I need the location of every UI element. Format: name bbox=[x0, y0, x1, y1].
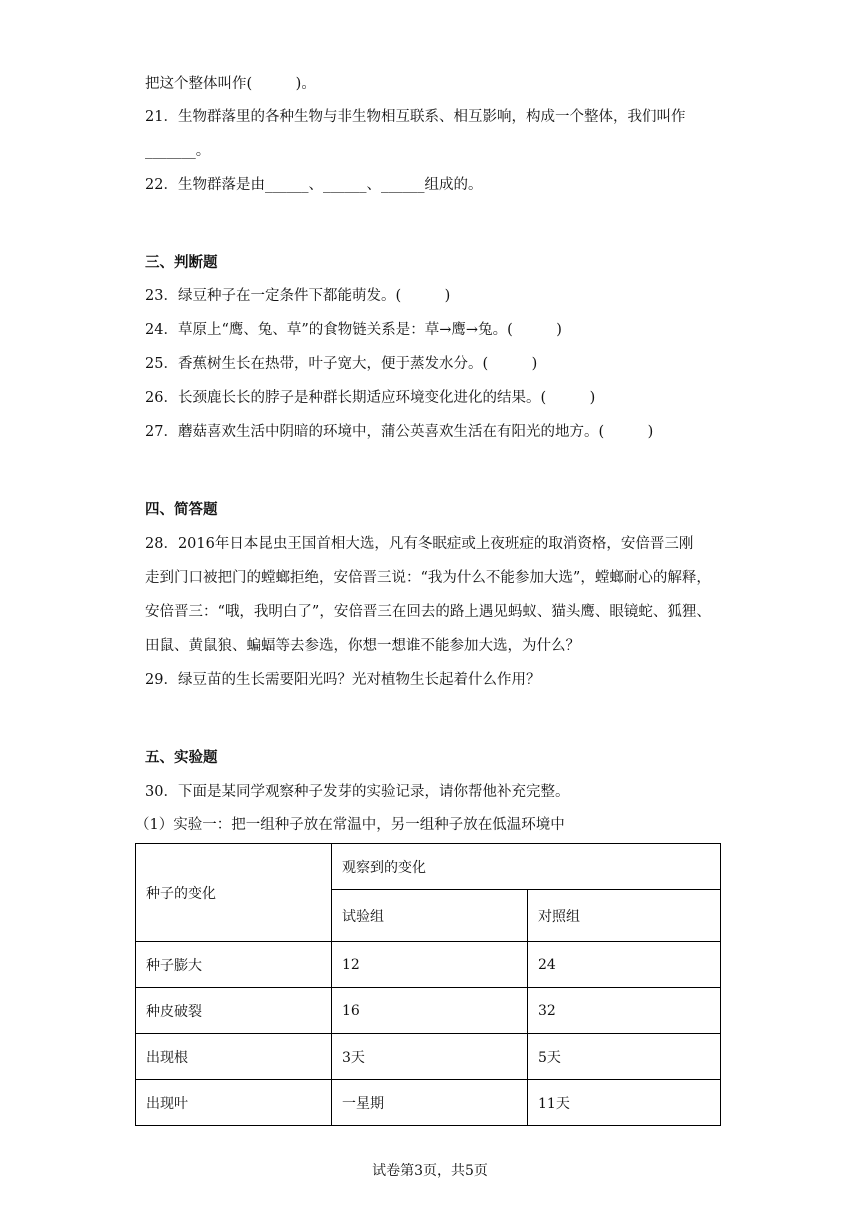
test-value: 12 bbox=[332, 942, 528, 988]
q30-sub1: （1）实验一：把一组种子放在常温中，另一组种子放在低温环境中 bbox=[135, 817, 565, 833]
test-value: 3天 bbox=[332, 1034, 528, 1080]
q30: 30．下面是某同学观察种子发芽的实验记录，请你帮他补充完整。 bbox=[145, 784, 570, 800]
section-experiment-heading: 五、实验题 bbox=[145, 750, 218, 766]
table-row bbox=[136, 1034, 721, 1080]
control-value: 11天 bbox=[528, 1080, 721, 1126]
control-value: 24 bbox=[528, 942, 721, 988]
q25: 25．香蕉树生长在热带，叶子宽大，便于蒸发水分。( ) bbox=[145, 356, 538, 372]
q28-line: 走到门口被把门的螳螂拒绝，安倍晋三说：“我为什么不能参加大选”，螳螂耐心的解释， bbox=[145, 570, 711, 586]
q26: 26．长颈鹿长长的脖子是种群长期适应环境变化进化的结果。( ) bbox=[145, 390, 596, 406]
q28-line: 安倍晋三：“哦，我明白了”，安倍晋三在回去的路上遇见蚂蚁、猫头鹰、眼镜蛇、狐狸、 bbox=[145, 604, 711, 620]
q27: 27．蘑菇喜欢生活中阴暗的环境中，蒲公英喜欢生活在有阳光的地方。( ) bbox=[145, 424, 654, 440]
control-value: 32 bbox=[528, 988, 721, 1034]
table-row bbox=[136, 988, 721, 1034]
row-label: 出现叶 bbox=[136, 1080, 332, 1126]
section-judge-heading: 三、判断题 bbox=[145, 255, 218, 271]
row-label: 种皮破裂 bbox=[136, 988, 332, 1034]
q24: 24．草原上“鹰、兔、草”的食物链关系是：草→鹰→兔。( ) bbox=[145, 322, 562, 338]
col-control-header: 对照组 bbox=[528, 890, 721, 942]
section-short-answer-heading: 四、简答题 bbox=[145, 502, 218, 518]
page-footer: 试卷第3页，共5页 bbox=[372, 1163, 488, 1179]
q21-line1: 21．生物群落里的各种生物与非生物相互联系、相互影响，构成一个整体，我们叫作 bbox=[145, 109, 686, 125]
q22: 22．生物群落是由______、______、______组成的。 bbox=[145, 177, 483, 193]
q21-line2: _______。 bbox=[145, 143, 211, 159]
row-label: 出现根 bbox=[136, 1034, 332, 1080]
col-test-header: 试验组 bbox=[332, 890, 528, 942]
test-value: 16 bbox=[332, 988, 528, 1034]
q23: 23．绿豆种子在一定条件下都能萌发。( ) bbox=[145, 288, 451, 304]
control-value: 5天 bbox=[528, 1034, 721, 1080]
table-row bbox=[136, 1080, 721, 1126]
table-row bbox=[136, 942, 721, 988]
q28-line: 田鼠、黄鼠狼、蝙蝠等去参选，你想一想谁不能参加大选，为什么？ bbox=[145, 638, 580, 654]
seed-experiment-table bbox=[135, 843, 721, 1126]
test-value: 一星期 bbox=[332, 1080, 528, 1126]
q20-tail: 把这个整体叫作( )。 bbox=[145, 76, 316, 92]
q28-line: 28．2016年日本昆虫王国首相大选，凡有冬眠症或上夜班症的取消资格，安倍晋三刚 bbox=[145, 536, 694, 552]
row-header-cell: 种子的变化 bbox=[136, 844, 332, 942]
q29: 29．绿豆苗的生长需要阳光吗？光对植物生长起着什么作用？ bbox=[145, 672, 541, 688]
group-header-cell: 观察到的变化 bbox=[332, 844, 721, 890]
row-label: 种子膨大 bbox=[136, 942, 332, 988]
